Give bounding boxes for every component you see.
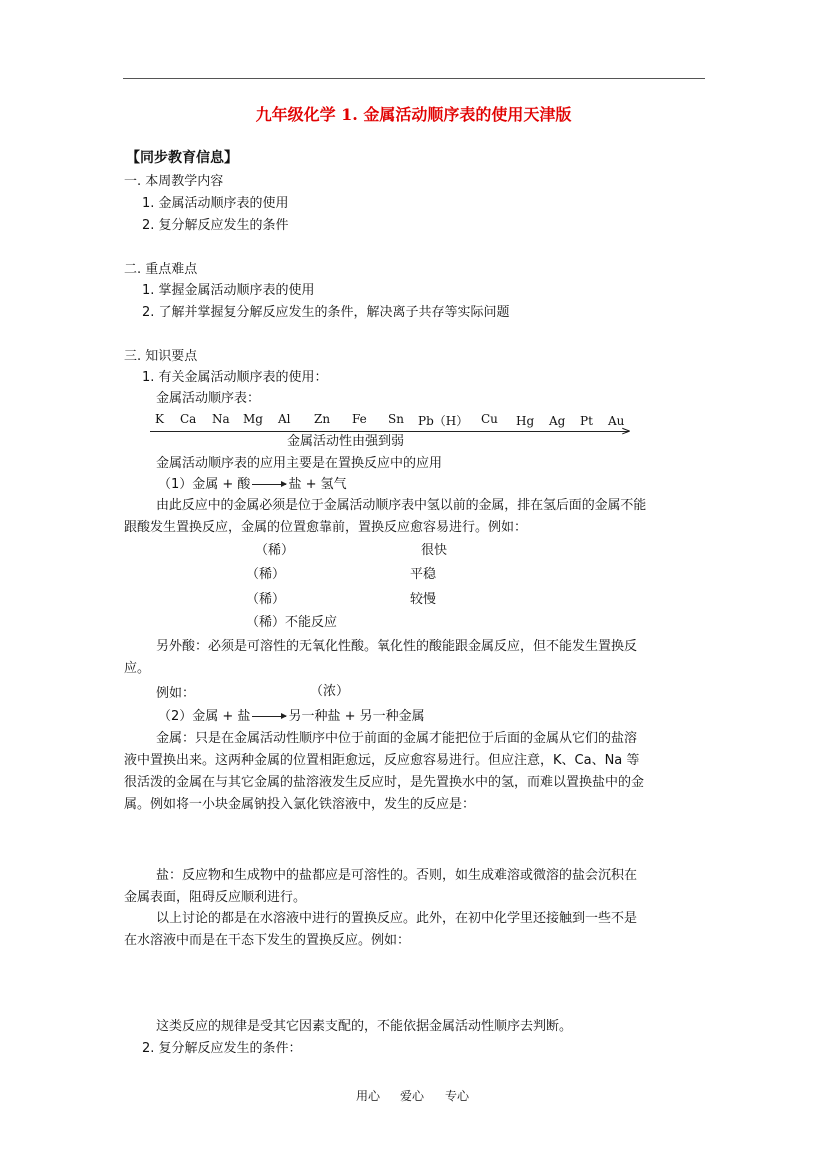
- metal-paragraph: 金属：只是在金属活动性顺序中位于前面的金属才能把位于后面的金属从它们的盐溶: [156, 731, 638, 746]
- metal-symbol: Fe: [352, 412, 367, 426]
- equation-2-right: 另一种盐 + 另一种金属: [288, 709, 425, 724]
- reaction-arrow-icon: [252, 484, 286, 485]
- s2-item: 2. 了解并掌握复分解反应发生的条件，解决离子共存等实际问题: [142, 305, 510, 320]
- paragraph-1a: 由此反应中的金属必须是位于金属活动顺序表中氢以前的金属，排在氢后面的金属不能: [156, 498, 647, 513]
- example-3-label: （稀）: [246, 592, 286, 607]
- footer-word: 专心: [445, 1089, 470, 1103]
- metal-symbol: Hg: [516, 414, 535, 428]
- metal-symbol: Sn: [388, 412, 404, 426]
- activity-arrow: [150, 431, 628, 432]
- metal-symbol: Na: [212, 412, 230, 426]
- equation-2-left: （2）金属 + 盐: [158, 709, 251, 724]
- salt-paragraph: 金属表面，阻碍反应顺利进行。: [124, 890, 307, 905]
- metal-symbol: Pt: [580, 414, 593, 428]
- example-1-label: （稀）: [255, 543, 295, 558]
- metal-paragraph: 属。例如将一小块金属钠投入氯化铁溶液中，发生的反应是：: [124, 797, 476, 812]
- salt-paragraph: 盐：反应物和生成物中的盐都应是可溶性的。否则，如生成难溶或微溶的盐会沉积在: [156, 868, 638, 883]
- example-2-label: （稀）: [246, 567, 286, 582]
- example-conc: （浓）: [310, 684, 350, 699]
- example-1-rate: 很快: [421, 543, 448, 558]
- example-4: （稀）不能反应: [246, 615, 338, 630]
- metal-symbol: Zn: [314, 412, 331, 426]
- example-label: 例如：: [156, 686, 196, 701]
- metal-symbol: K: [155, 412, 164, 426]
- metal-paragraph: 很活泼的金属在与其它金属的盐溶液发生反应时，是先置换水中的氢，而难以置换盐中的金: [124, 775, 645, 790]
- footer-word: 爱心: [400, 1089, 425, 1103]
- reaction-arrow-icon: [252, 716, 286, 717]
- header-rule: [123, 78, 705, 79]
- paragraph-1b: 跟酸发生置换反应，金属的位置愈靠前，置换反应愈容易进行。例如：: [124, 520, 528, 535]
- arrow-head-icon: >: [621, 424, 632, 438]
- arrow-label: 金属活动性由强到弱: [287, 434, 405, 449]
- s1-item: 2. 复分解反应发生的条件: [142, 218, 289, 233]
- metal-symbol: Au: [608, 414, 625, 428]
- s3-heading: 三. 知识要点: [124, 349, 198, 364]
- footer-word: 用心: [356, 1089, 381, 1103]
- example-2-rate: 平稳: [410, 567, 437, 582]
- application-line: 金属活动顺序表的应用主要是在置换反应中的应用: [156, 456, 443, 471]
- example-3-rate: 较慢: [410, 592, 437, 607]
- dry-paragraph: 在水溶液中而是在干态下发生的置换反应。例如：: [124, 933, 411, 948]
- equation-1: [158, 477, 347, 493]
- s1-heading: 一. 本周教学内容: [124, 174, 224, 189]
- metal-symbol: Pb（H）: [418, 414, 469, 428]
- equation-2: [158, 709, 425, 725]
- acid-note-a: 另外酸：必须是可溶性的无氧化性酸。氧化性的酸能跟金属反应，但不能发生置换反: [156, 639, 638, 654]
- s2-heading: 二. 重点难点: [124, 262, 198, 277]
- s3-point-1: 1. 有关金属活动顺序表的使用：: [142, 370, 328, 385]
- s3-point-2: 2. 复分解反应发生的条件：: [142, 1041, 302, 1056]
- equation-1-left: （1）金属 + 酸: [158, 477, 251, 492]
- metal-symbol: Ag: [549, 414, 566, 428]
- equation-1-right: 盐 + 氢气: [288, 477, 347, 492]
- s1-item: 1. 金属活动顺序表的使用: [142, 196, 289, 211]
- rule-line: 这类反应的规律是受其它因素支配的，不能依据金属活动性顺序去判断。: [156, 1019, 573, 1034]
- s2-item: 1. 掌握金属活动顺序表的使用: [142, 283, 315, 298]
- page-title: 九年级化学 1. 金属活动顺序表的使用天津版: [255, 105, 572, 124]
- metal-symbol: Ca: [180, 412, 197, 426]
- metal-paragraph: 液中置换出来。这两种金属的位置相距愈远，反应愈容易进行。但应注意，K、Ca、Na 等: [124, 753, 640, 768]
- metal-symbol: Al: [278, 412, 291, 426]
- metal-symbol: Cu: [481, 412, 498, 426]
- dry-paragraph: 以上讨论的都是在水溶液中进行的置换反应。此外，在初中化学里还接触到一些不是: [156, 911, 638, 926]
- acid-note-b: 应。: [124, 661, 151, 676]
- section-header: 【同步教育信息】: [126, 150, 238, 166]
- metal-symbol: Mg: [243, 412, 263, 426]
- series-label: 金属活动顺序表：: [156, 391, 261, 406]
